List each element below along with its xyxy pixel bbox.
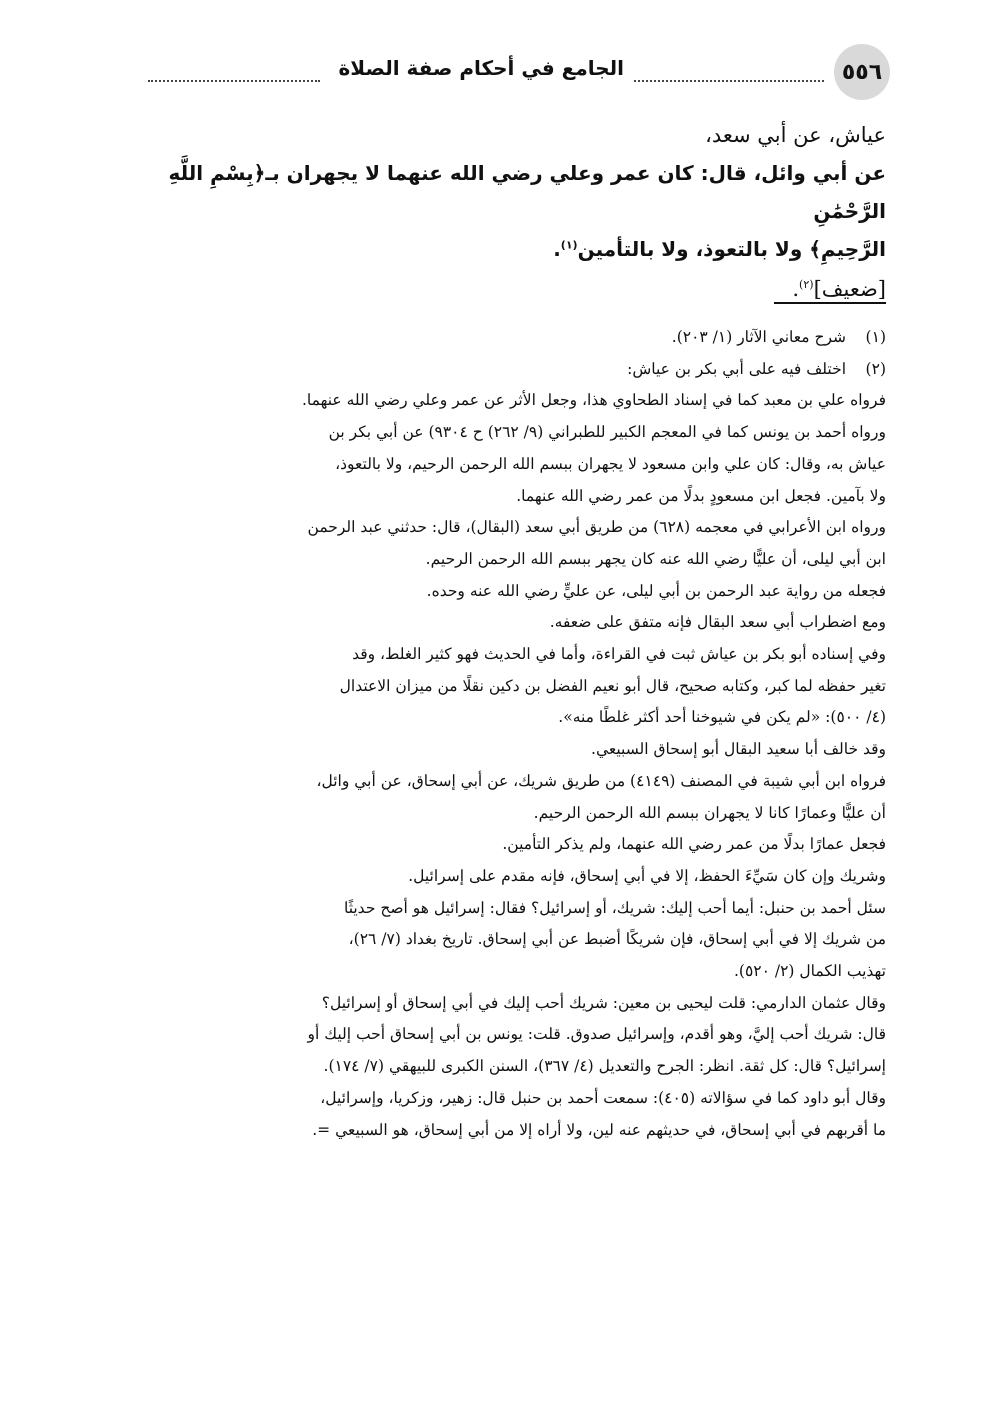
header-dots-left	[148, 44, 320, 82]
main-line-1: عياش، عن أبي سعد،	[705, 123, 886, 147]
footnote-line: وقال أبو داود كما في سؤالاته (٤٠٥): سمعت أحمد بن حنبل قال: زهير، وزكريا، وإسرائيل،	[320, 1088, 886, 1107]
footnote-line: أن عليًّا وعمارًا كانا لا يجهران ببسم الله الرحمن الرحيم.	[533, 803, 886, 822]
footnote-ref-2: (٢)	[799, 278, 814, 291]
footnote-line: من شريك إلا في أبي إسحاق، فإن شريكًا أضبط عن أبي إسحاق. تاريخ بغداد (٧/ ٢٦)،	[348, 930, 886, 949]
footnote-line: إسرائيل؟ قال: كل ثقة. انظر: الجرح والتعديل (٤/ ٣٦٧)، السنن الكبرى للبيهقي (٧/ ١٧٤).	[323, 1057, 886, 1076]
footnote-line: ومع اضطراب أبي سعد البقال فإنه متفق على ضعفه.	[549, 613, 886, 632]
footnote-line: (٤/ ٥٠٠): «لم يكن في شيوخنا أحد أكثر غلطًا منه».	[558, 708, 886, 727]
footnote-line: وفي إسناده أبو بكر بن عياش ثبت في القراءة، وأما في الحديث فهو كثير الغلط، وقد	[352, 645, 886, 664]
footnote-number-2: (٢)	[865, 359, 886, 378]
footnote-line: تغير حفظه لما كبر، وكتابه صحيح، قال أبو نعيم الفضل بن دكين نقلًا من ميزان الاعتدال	[339, 676, 886, 695]
footnote-line: وقال عثمان الدارمي: قلت ليحيى بن معين: شريك أحب إليك في أبي إسحاق أو إسرائيل؟	[321, 993, 886, 1012]
page-header	[140, 44, 890, 100]
footnote-line: فجعل عمارًا بدلًا من عمر رضي الله عنهما، ولم يذكر التأمين.	[502, 835, 886, 854]
footnote-line: وشريك وإن كان سَيِّءَ الحفظ، إلا في أبي إسحاق، فإنه مقدم على إسرائيل.	[408, 866, 886, 885]
footnote-line: ما أقربهم في أبي إسحاق، في حديثهم عنه لين، ولا أراه إلا من أبي إسحاق، هو السبيعي =.	[312, 1120, 886, 1139]
footnote-ref-1: (١)	[560, 238, 578, 252]
main-line-3	[141, 230, 886, 268]
footnote-number-1: (١)	[865, 328, 886, 346]
footnote-line: ابن أبي ليلى، أن عليًّا رضي الله عنه كان يجهر ببسم الله الرحمن الرحيم.	[425, 549, 886, 568]
footnote-line: ورواه أحمد بن يونس كما في المعجم الكبير للطبراني (٩/ ٢٦٢) ح ٩٣٠٤) عن أبي بكر بن	[328, 423, 886, 442]
main-text	[141, 116, 886, 308]
main-line-3-text: الرَّحِيمِ﴾ ولا بالتعوذ، ولا بالتأمين	[577, 237, 886, 261]
footnote-line: فجعله من رواية عبد الرحمن بن أبي ليلى، عن عليٍّ رضي الله عنه وحده.	[426, 581, 886, 600]
footnote-1-text: شرح معاني الآثار (١/ ٢٠٣).	[671, 328, 846, 346]
footnote-line: وقد خالف أبا سعيد البقال أبو إسحاق السبيعي.	[591, 740, 886, 759]
grade-text: [ضعيف]	[813, 277, 886, 301]
footnote-line: ولا بآمين. فجعل ابن مسعودٍ بدلًا من عمر رضي الله عنهما.	[516, 486, 886, 505]
page-number: ٥٥٦	[834, 44, 890, 100]
footnote-line: قال: شريك أحب إليَّ، وهو أقدم، وإسرائيل صدوق. قلت: يونس بن أبي إسحاق أحب إليك أو	[307, 1025, 886, 1044]
footnote-line: فرواه ابن أبي شيبة في المصنف (٤١٤٩) من طريق شريك، عن أبي إسحاق، عن أبي وائل،	[316, 771, 886, 790]
footnote-1	[141, 322, 886, 354]
main-line-3-end: .	[553, 237, 561, 261]
footnote-2	[141, 354, 886, 386]
footnote-separator	[774, 302, 886, 304]
footnote-line: ورواه ابن الأعرابي في معجمه (٦٢٨) من طريق أبي سعد (البقال)، قال: حدثني عبد الرحمن	[307, 518, 886, 537]
header-dots-right	[634, 44, 824, 82]
footnote-line: تهذيب الكمال (٢/ ٥٢٠).	[733, 962, 886, 981]
footnote-line: عياش به، وقال: كان علي وابن مسعود لا يجهران ببسم الله الرحمن الرحيم، ولا بالتعوذ،	[335, 454, 886, 473]
footnote-2-intro: اختلف فيه على أبي بكر بن عياش:	[627, 359, 846, 378]
footnote-line: سئل أحمد بن حنبل: أيما أحب إليك: شريك، أو إسرائيل؟ فقال: إسرائيل هو أصح حديثًا	[343, 898, 886, 917]
footnotes	[141, 322, 886, 1146]
main-line-2: عن أبي وائل، قال: كان عمر وعلي رضي الله عنهما لا يجهران بـ﴿بِسْمِ اللَّهِ الرَّحْمَٰنِ	[168, 161, 886, 223]
grade-end: .	[792, 277, 800, 301]
footnote-line: فرواه علي بن معبد كما في إسناد الطحاوي هذا، وجعل الأثر عن عمر وعلي رضي الله عنهما.	[301, 391, 886, 410]
running-title: الجامع في أحكام صفة الصلاة	[338, 56, 624, 80]
